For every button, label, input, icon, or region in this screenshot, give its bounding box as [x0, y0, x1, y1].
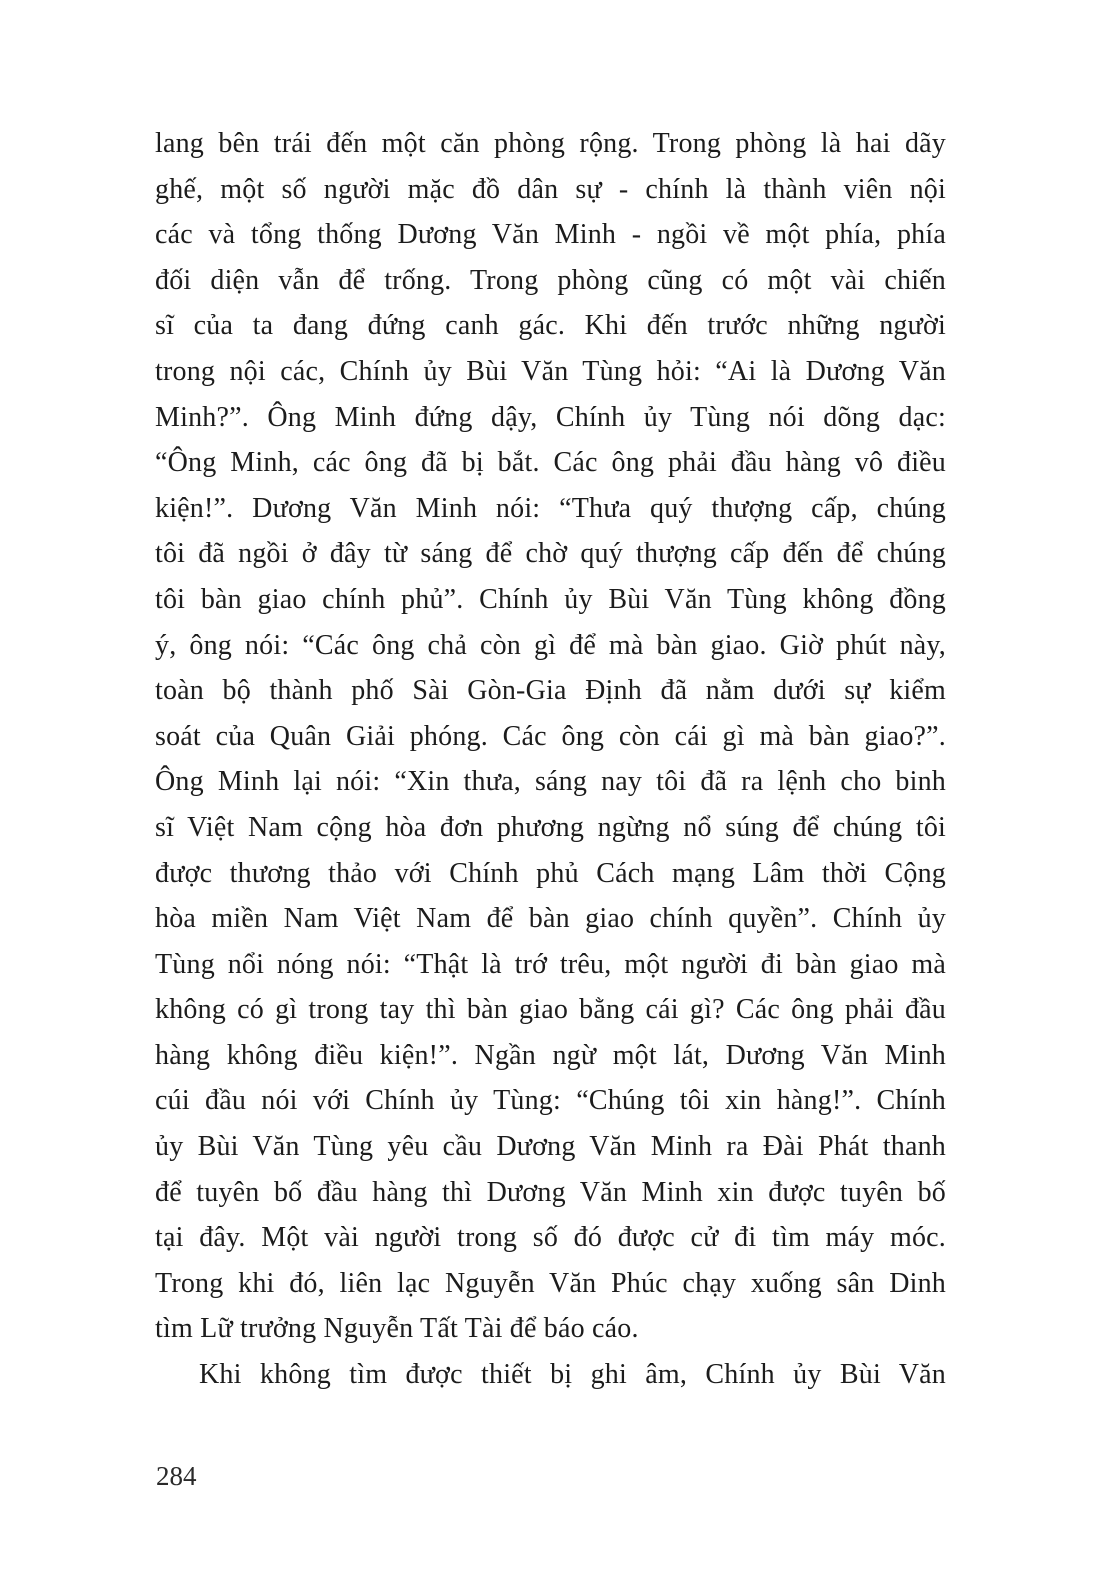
text-line: sĩ của ta đang đứng canh gác. Khi đến trước những người — [155, 310, 946, 342]
text-line: tôi bàn giao chính phủ”. Chính ủy Bùi Văn Tùng không đồng — [155, 583, 946, 615]
text-line: Tùng nổi nóng nói: “Thật là trớ trêu, một người đi bàn giao mà — [155, 948, 946, 980]
text-line: “Ông Minh, các ông đã bị bắt. Các ông phải đầu hàng vô điều — [155, 447, 946, 479]
body-text — [155, 121, 946, 1398]
page-number: 284 — [156, 1461, 197, 1491]
text-line: trong nội các, Chính ủy Bùi Văn Tùng hỏi: “Ai là Dương Văn — [155, 355, 946, 387]
text-line: tìm Lữ trưởng Nguyễn Tất Tài để báo cáo. — [155, 1313, 639, 1345]
text-line: Ông Minh lại nói: “Xin thưa, sáng nay tôi đã ra lệnh cho binh — [155, 766, 946, 798]
text-line: Trong khi đó, liên lạc Nguyễn Văn Phúc chạy xuống sân Dinh — [155, 1267, 946, 1299]
text-line: hàng không điều kiện!”. Ngần ngừ một lát, Dương Văn Minh — [155, 1039, 946, 1071]
text-line: ghế, một số người mặc đồ dân sự - chính là thành viên nội — [155, 173, 946, 205]
text-line: không có gì trong tay thì bàn giao bằng cái gì? Các ông phải đầu — [155, 994, 946, 1026]
text-line: hòa miền Nam Việt Nam để bàn giao chính quyền”. Chính ủy — [155, 903, 946, 935]
text-line: lang bên trái đến một căn phòng rộng. Trong phòng là hai dãy — [155, 128, 946, 159]
text-line: đối diện vẫn để trống. Trong phòng cũng có một vài chiến — [155, 264, 946, 296]
text-line: tôi đã ngồi ở đây từ sáng để chờ quý thượng cấp đến để chúng — [155, 538, 946, 570]
text-line: cúi đầu nói với Chính ủy Tùng: “Chúng tôi xin hàng!”. Chính — [155, 1085, 946, 1117]
text-line: ủy Bùi Văn Tùng yêu cầu Dương Văn Minh ra Đài Phát thanh — [155, 1131, 946, 1163]
text-line: để tuyên bố đầu hàng thì Dương Văn Minh xin được tuyên bố — [155, 1176, 946, 1208]
text-line: toàn bộ thành phố Sài Gòn-Gia Định đã nằm dưới sự kiểm — [155, 675, 946, 707]
text-line: tại đây. Một vài người trong số đó được cử đi tìm máy móc. — [155, 1222, 946, 1254]
text-line: soát của Quân Giải phóng. Các ông còn cái gì mà bàn giao?”. — [155, 720, 946, 752]
text-line: ý, ông nói: “Các ông chả còn gì để mà bàn giao. Giờ phút này, — [155, 629, 946, 661]
text-line: các và tổng thống Dương Văn Minh - ngồi về một phía, phía — [155, 219, 946, 251]
text-line: được thương thảo với Chính phủ Cách mạng Lâm thời Cộng — [155, 857, 946, 889]
text-line: sĩ Việt Nam cộng hòa đơn phương ngừng nổ súng để chúng tôi — [155, 811, 946, 843]
text-line: Minh?”. Ông Minh đứng dậy, Chính ủy Tùng nói dõng dạc: — [155, 401, 946, 433]
text-line: Khi không tìm được thiết bị ghi âm, Chính ủy Bùi Văn — [199, 1359, 946, 1391]
text-line: kiện!”. Dương Văn Minh nói: “Thưa quý thượng cấp, chúng — [155, 492, 946, 524]
